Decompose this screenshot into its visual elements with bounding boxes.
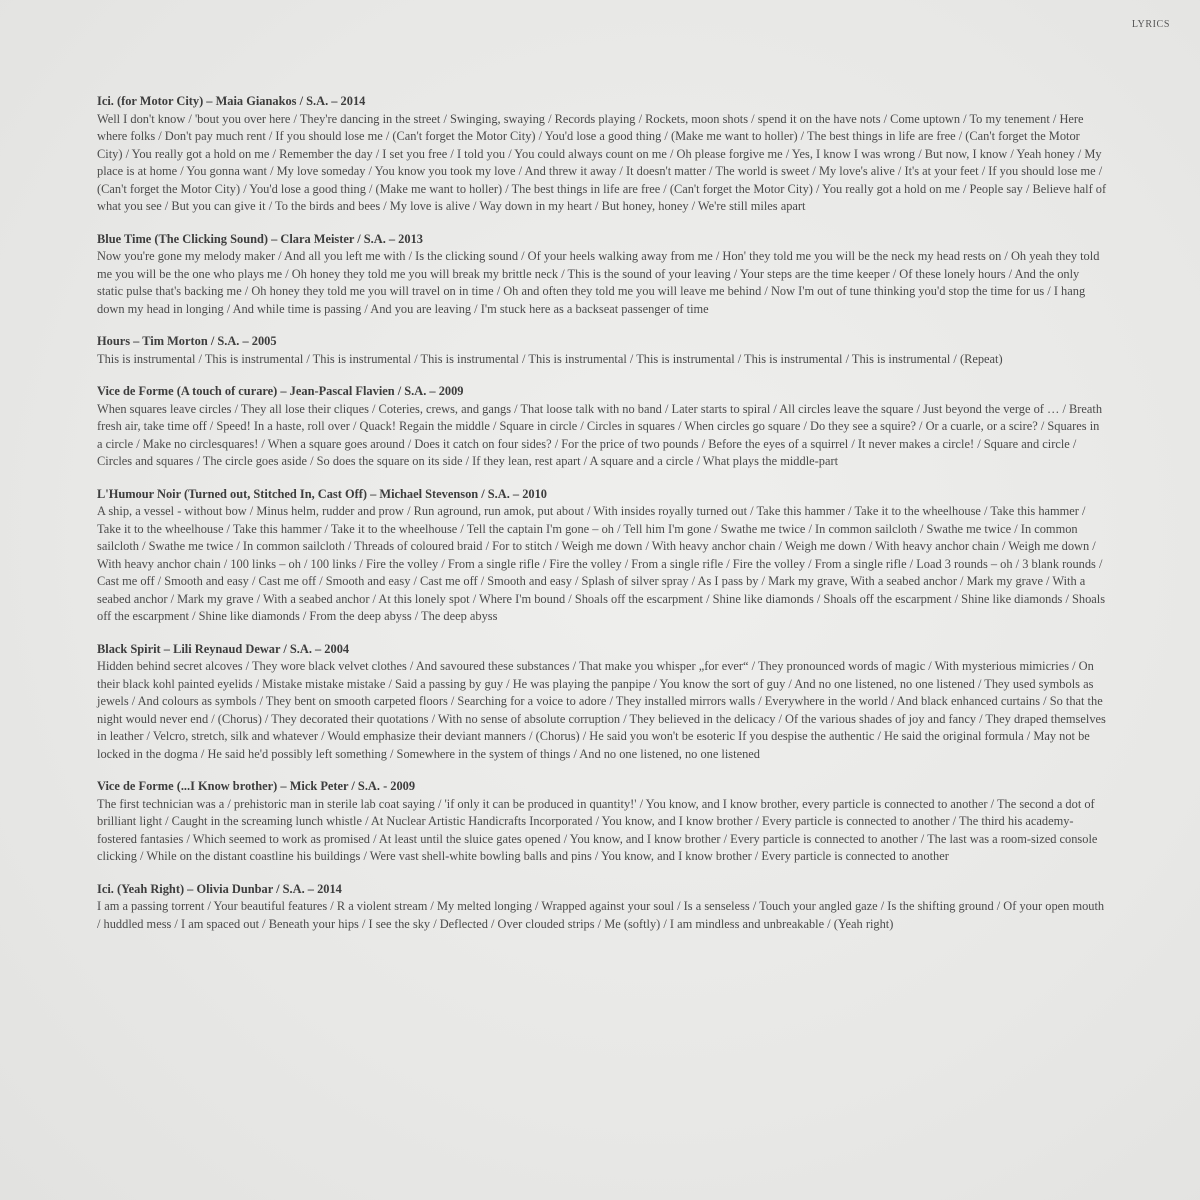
song-lyrics: This is instrumental / This is instrumental / This is instrumental / This is instrumental / This is instrumental / This is instrumental / This is instrumental / This is instrumental / (Repeat) [97,351,1003,366]
song-lyrics: Hidden behind secret alcoves / They wore black velvet clothes / And savoured these substances / That make you whisper „for ever“ / They pronounced words of magic / With mysterious mimicries / On their black kohl painted eyelids / Mistake mistake mistake / Said a passing by guy / He was playing the panpipe / You know the sort of guy / And no one listened, no one listened / They used symbols as jewels / And colours as symbols / They bent on smooth carpeted floors / Searching for a voice to adore / They installed mirrors walls / Everywhere in the world / And black enhanced curtains / So that the night would never end / (Chorus) / They decorated their quotations / With no sense of absolute corruption / They believed in the delicacy / Of the various shades of joy and fancy / They draped themselves in leather / Velcro, stretch, silk and whatever / Would emphasize their deviant manners / (Chorus) / He said you won't be esoteric If you despise the authentic / He said the original formula / May not be locked in the dogma / He said he'd possibly left something / Somewhere in the system of things / And no one listened, no one listened [97,659,1106,761]
song-lyrics: Now you're gone my melody maker / And all you left me with / Is the clicking sound / Of your heels walking away from me / Hon' they told me you will be the neck my head rests on / Oh yeah they told me you will be the one who plays me / Oh honey they told me you will break my brittle neck / This is the sound of your leaving / Your steps are the time keeper / Of these lonely hours / And the only static pulse that's backing me / Oh honey they told me you will travel on in time / Oh and often they told me you will leave me behind / Now I'm out of tune thinking you'd stop the time for us / I hang down my head in longing / And while time is passing / And you are leaving / I'm stuck here as a backseat passenger of time [97,249,1100,316]
song-title: Blue Time (The Clicking Sound) – Clara Meister / S.A. – 2013 [97,231,423,246]
song-title: Ici. (Yeah Right) – Olivia Dunbar / S.A. – 2014 [97,881,342,896]
song-entry [97,641,1107,764]
song-list [97,93,1107,948]
song-lyrics: The first technician was a / prehistoric man in sterile lab coat saying / 'if only it can be produced in quantity!' / You know, and I know brother, every particle is connected to another / The second a dot of brilliant light / Caught in the screaming lunch whistle / At Nuclear Artistic Handicrafts Incorporated / You know, and I know brother / Every particle is connected to another / The third his academy-fostered fantasies / Which seemed to work as promised / At least until the sluice gates opened / You know, and I know brother / Every particle is connected to another / The last was a room-sized console clicking / While on the distant coastline his buildings / Were vast shell-white bowling balls and pins / You know, and I know brother / Every particle is connected to another [97,796,1098,863]
song-entry [97,881,1107,934]
song-entry [97,778,1107,866]
song-lyrics: When squares leave circles / They all lose their cliques / Coteries, crews, and gangs / That loose talk with no band / Later starts to spiral / All circles leave the square / Just beyond the verge of … / Breath fresh air, take time off / Speed! In a haste, roll over / Quack! Regain the middle / Square in circle / Circles in squares / When circles go square / Do they see a squire? / Or a cuarle, or a scire? / Squares in a circle / Make no circlesquares! / When a square goes around / Does it catch on four sides? / For the price of two pounds / Before the eyes of a squirrel / It never makes a circle! / Square and circle / Circles and squares / The circle goes aside / So does the square on its side / If they lean, rest apart / A square and a circle / What plays the middle-part [97,401,1103,468]
song-title: Hours – Tim Morton / S.A. – 2005 [97,334,277,348]
song-entry [97,333,1107,368]
song-title: Black Spirit – Lili Reynaud Dewar / S.A. – 2004 [97,641,350,656]
song-entry [97,231,1107,319]
song-entry [97,486,1107,626]
song-title: Vice de Forme (A touch of curare) – Jean-Pascal Flavien / S.A. – 2009 [97,384,464,398]
song-entry [97,93,1107,216]
song-title: L'Humour Noir (Turned out, Stitched In, Cast Off) – Michael Stevenson / S.A. – 2010 [97,486,547,501]
song-lyrics: I am a passing torrent / Your beautiful features / R a violent stream / My melted longing / Wrapped against your soul / Is a senseless / Touch your angled gaze / Is the shifting ground / Of your open mouth / huddled mess / I am spaced out / Beneath your hips / I see the sky / Deflected / Over clouded strips / Me (softly) / I am mindless and unbreakable / (Yeah right) [97,899,1105,931]
song-title: Ici. (for Motor City) – Maia Gianakos / S.A. – 2014 [97,94,366,108]
song-title: Vice de Forme (...I Know brother) – Mick Peter / S.A. - 2009 [97,779,416,793]
song-entry [97,383,1107,471]
song-lyrics: A ship, a vessel - without bow / Minus helm, rudder and prow / Run aground, run amok, put about / With insides royally turned out / Take this hammer / Take it to the wheelhouse / Take this hammer / Take it to the wheelhouse / Take this hammer / Take it to the wheelhouse / Tell the captain I'm gone – oh / Tell him I'm gone / Swathe me twice / In common sailcloth / Swathe me twice / In common sailcloth / Swathe me twice / In common sailcloth / Threads of coloured braid / For to stitch / Weigh me down / With heavy anchor chain / Weigh me down / With heavy anchor chain / Weigh me down / With heavy anchor chain / 100 links – oh / 100 links / Fire the volley / From a single rifle / Fire the volley / From a single rifle / Fire the volley / From a single rifle / Load 3 rounds – oh / 3 blank rounds / Cast me off / Smooth and easy / Cast me off / Smooth and easy / Cast me off / Smooth and easy / Splash of silver spray / As I pass by / Mark my grave, With a seabed anchor / Mark my grave / With a seabed anchor / Mark my grave / With a seabed anchor / At this lonely spot / Where I'm bound / Shoals off the escarpment / Shine like diamonds / Shoals off the escarpment / Shine like diamonds / Shoals off the escarpment / Shine like diamonds / From the deep abyss / The deep abyss [97,504,1106,623]
section-label: LYRICS [1131,19,1170,30]
song-lyrics: Well I don't know / 'bout you over here / They're dancing in the street / Swinging, swaying / Records playing / Rockets, moon shots / spend it on the have nots / Come uptown / To my tenement / Here where folks / Don't pay much rent / If you should lose me / (Can't forget the Motor City) / You'd lose a good thing / (Make me want to holler) / The best things in life are free / (Can't forget the Motor City) / You really got a hold on me / Remember the day / I set you free / I told you / You could always count on me / Oh please forgive me / Yes, I know I was wrong / But now, I know / Yeah honey / My place is at home / You gonna want / My love someday / You know you took my love / And threw it away / It doesn't matter / The world is sweet / My love's alive / It's at your feet / If you should lose me / (Can't forget the Motor City) / You'd lose a good thing / (Make me want to holler) / The best things in life are free / (Can't forget the Motor City) / You really got a hold on me / People say / Believe half of what you see / But you can give it / To the birds and bees / My love is alive / Way down in my heart / But honey, honey / We're still miles apart [97,111,1107,213]
